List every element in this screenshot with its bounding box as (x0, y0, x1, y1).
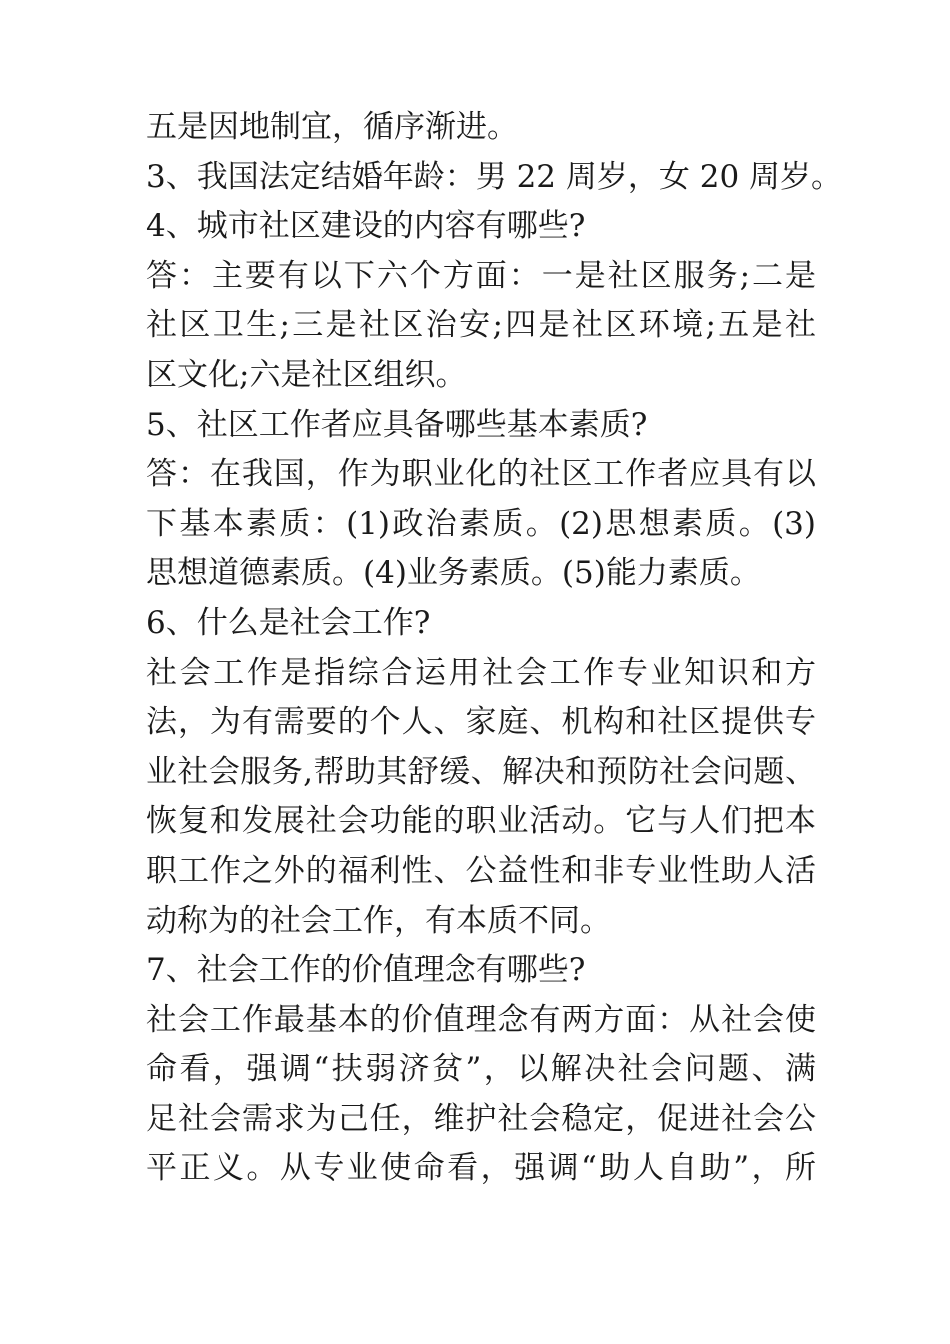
text-line: 法，为有需要的个人、家庭、机构和社区提供专 (146, 704, 816, 741)
text-line: 社会工作最基本的价值理念有两方面：从社会使 (146, 1001, 816, 1038)
text-line: 业社会服务,帮助其舒缓、解决和预防社会问题、 (146, 753, 816, 790)
text-line: 3、我国法定结婚年龄：男 22 周岁，女 20 周岁。 (146, 158, 843, 195)
text-line: 6、什么是社会工作? (146, 604, 431, 641)
text-line: 社会工作是指综合运用社会工作专业知识和方 (146, 654, 816, 691)
text-line: 社区卫生;三是社区治安;四是社区环境;五是社 (146, 307, 816, 344)
document-body (146, 103, 843, 1194)
text-line: 5、社区工作者应具备哪些基本素质? (146, 406, 648, 443)
text-line: 答：主要有以下六个方面：一是社区服务;二是 (146, 257, 816, 294)
text-line: 7、社会工作的价值理念有哪些? (146, 952, 586, 989)
text-line: 区文化;六是社区组织。 (146, 356, 467, 393)
text-line: 职工作之外的福利性、公益性和非专业性助人活 (146, 852, 816, 889)
text-line: 下基本素质：(1)政治素质。(2)思想素质。(3) (146, 505, 816, 542)
text-line: 命看，强调“扶弱济贫”，以解决社会问题、满 (146, 1051, 816, 1088)
text-line: 平正义。从专业使命看，强调“助人自助”，所 (146, 1150, 816, 1187)
text-line: 足社会需求为己任，维护社会稳定，促进社会公 (146, 1100, 816, 1137)
text-line: 五是因地制宜，循序渐进。 (146, 109, 518, 145)
text-line: 动称为的社会工作，有本质不同。 (146, 902, 611, 939)
text-line: 恢复和发展社会功能的职业活动。它与人们把本 (146, 803, 816, 840)
text-line: 思想道德素质。(4)业务素质。(5)能力素质。 (146, 555, 761, 592)
text-line: 答：在我国，作为职业化的社区工作者应具有以 (146, 456, 816, 493)
text-line: 4、城市社区建设的内容有哪些? (146, 208, 586, 245)
